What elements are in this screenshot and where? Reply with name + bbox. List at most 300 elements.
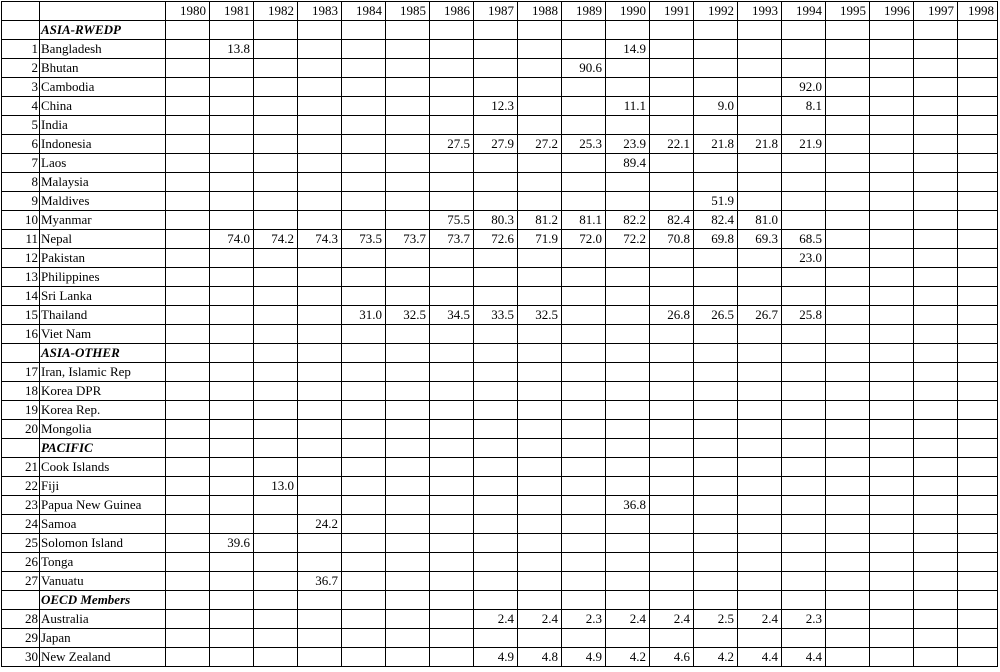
- value-cell: [826, 420, 870, 439]
- value-cell: 8.1: [782, 97, 826, 116]
- value-cell: [782, 363, 826, 382]
- value-cell: [342, 534, 386, 553]
- value-cell: [826, 458, 870, 477]
- value-cell: [782, 325, 826, 344]
- value-cell: [650, 268, 694, 287]
- value-cell: [518, 553, 562, 572]
- value-cell: [738, 154, 782, 173]
- value-cell: [166, 534, 210, 553]
- value-cell: [518, 401, 562, 420]
- value-cell: [650, 59, 694, 78]
- value-cell: [826, 648, 870, 667]
- value-cell: [958, 610, 998, 629]
- value-cell: [606, 477, 650, 496]
- row-index: 17: [2, 363, 40, 382]
- value-cell: [166, 610, 210, 629]
- value-cell: [914, 249, 958, 268]
- country-name: Indonesia: [40, 135, 166, 154]
- value-cell: [210, 268, 254, 287]
- value-cell: [826, 610, 870, 629]
- value-cell: [694, 116, 738, 135]
- value-cell: 21.9: [782, 135, 826, 154]
- country-name: Nepal: [40, 230, 166, 249]
- value-cell: [870, 268, 914, 287]
- value-cell: [870, 40, 914, 59]
- value-cell: [914, 154, 958, 173]
- row-index: 28: [2, 610, 40, 629]
- value-cell: [826, 344, 870, 363]
- value-cell: [166, 515, 210, 534]
- section-index-cell: [2, 591, 40, 610]
- value-cell: 32.5: [518, 306, 562, 325]
- value-cell: [254, 458, 298, 477]
- value-cell: 21.8: [738, 135, 782, 154]
- value-cell: [870, 648, 914, 667]
- value-cell: [694, 496, 738, 515]
- value-cell: 92.0: [782, 78, 826, 97]
- value-cell: [298, 363, 342, 382]
- value-cell: [694, 59, 738, 78]
- value-cell: [694, 40, 738, 59]
- value-cell: [342, 21, 386, 40]
- value-cell: [562, 287, 606, 306]
- table-row: [2, 629, 998, 648]
- value-cell: [210, 382, 254, 401]
- value-cell: [738, 78, 782, 97]
- value-cell: [650, 97, 694, 116]
- value-cell: [782, 496, 826, 515]
- year-header: 1997: [914, 2, 958, 21]
- country-name: Solomon Island: [40, 534, 166, 553]
- value-cell: [738, 173, 782, 192]
- value-cell: [738, 458, 782, 477]
- value-cell: [958, 648, 998, 667]
- table-row: [2, 515, 998, 534]
- value-cell: [166, 249, 210, 268]
- value-cell: [342, 591, 386, 610]
- value-cell: 27.5: [430, 135, 474, 154]
- country-name: Myanmar: [40, 211, 166, 230]
- value-cell: [386, 268, 430, 287]
- value-cell: [166, 496, 210, 515]
- value-cell: [958, 135, 998, 154]
- value-cell: [914, 629, 958, 648]
- value-cell: [782, 116, 826, 135]
- value-cell: [782, 173, 826, 192]
- value-cell: [782, 40, 826, 59]
- value-cell: [518, 420, 562, 439]
- value-cell: [166, 135, 210, 154]
- row-index: 9: [2, 192, 40, 211]
- value-cell: [738, 344, 782, 363]
- value-cell: [606, 325, 650, 344]
- value-cell: [430, 648, 474, 667]
- table-row: [2, 648, 998, 667]
- value-cell: [826, 21, 870, 40]
- value-cell: 2.3: [782, 610, 826, 629]
- value-cell: [738, 287, 782, 306]
- value-cell: [562, 154, 606, 173]
- value-cell: 4.4: [738, 648, 782, 667]
- value-cell: [694, 572, 738, 591]
- value-cell: [958, 173, 998, 192]
- year-header: 1980: [166, 2, 210, 21]
- value-cell: [254, 420, 298, 439]
- value-cell: [650, 382, 694, 401]
- value-cell: 89.4: [606, 154, 650, 173]
- value-cell: [562, 97, 606, 116]
- value-cell: 72.0: [562, 230, 606, 249]
- table-row: [2, 306, 998, 325]
- value-cell: [430, 363, 474, 382]
- value-cell: [914, 287, 958, 306]
- value-cell: [430, 344, 474, 363]
- value-cell: [782, 401, 826, 420]
- value-cell: [210, 458, 254, 477]
- value-cell: [870, 420, 914, 439]
- value-cell: [738, 401, 782, 420]
- value-cell: [870, 344, 914, 363]
- value-cell: [430, 268, 474, 287]
- value-cell: [298, 420, 342, 439]
- table-row: [2, 78, 998, 97]
- value-cell: [430, 325, 474, 344]
- row-index: 20: [2, 420, 40, 439]
- value-cell: [210, 211, 254, 230]
- value-cell: [474, 401, 518, 420]
- value-cell: [430, 382, 474, 401]
- value-cell: [518, 572, 562, 591]
- value-cell: [870, 591, 914, 610]
- value-cell: 4.9: [474, 648, 518, 667]
- value-cell: [694, 591, 738, 610]
- value-cell: [386, 648, 430, 667]
- value-cell: [562, 629, 606, 648]
- value-cell: [430, 477, 474, 496]
- value-cell: [562, 116, 606, 135]
- value-cell: [870, 629, 914, 648]
- value-cell: [386, 173, 430, 192]
- value-cell: [782, 534, 826, 553]
- row-index: 1: [2, 40, 40, 59]
- value-cell: [430, 78, 474, 97]
- table-header: [2, 2, 998, 21]
- value-cell: [606, 287, 650, 306]
- value-cell: [474, 40, 518, 59]
- value-cell: [254, 59, 298, 78]
- country-name: Pakistan: [40, 249, 166, 268]
- value-cell: [386, 515, 430, 534]
- value-cell: [958, 572, 998, 591]
- value-cell: 82.4: [694, 211, 738, 230]
- value-cell: [166, 629, 210, 648]
- value-cell: [958, 21, 998, 40]
- value-cell: [210, 173, 254, 192]
- row-index: 26: [2, 553, 40, 572]
- value-cell: 2.5: [694, 610, 738, 629]
- value-cell: [606, 344, 650, 363]
- value-cell: [474, 325, 518, 344]
- value-cell: [430, 40, 474, 59]
- value-cell: [650, 477, 694, 496]
- value-cell: [914, 439, 958, 458]
- country-name: Bangladesh: [40, 40, 166, 59]
- value-cell: [430, 420, 474, 439]
- value-cell: [826, 173, 870, 192]
- value-cell: 39.6: [210, 534, 254, 553]
- value-cell: 71.9: [518, 230, 562, 249]
- value-cell: 4.2: [694, 648, 738, 667]
- row-index: 23: [2, 496, 40, 515]
- value-cell: [826, 553, 870, 572]
- value-cell: [210, 135, 254, 154]
- value-cell: [474, 477, 518, 496]
- value-cell: [518, 325, 562, 344]
- value-cell: 4.6: [650, 648, 694, 667]
- country-name: Viet Nam: [40, 325, 166, 344]
- value-cell: [210, 287, 254, 306]
- value-cell: [914, 610, 958, 629]
- value-cell: [474, 534, 518, 553]
- value-cell: [254, 97, 298, 116]
- value-cell: [738, 192, 782, 211]
- value-cell: 80.3: [474, 211, 518, 230]
- country-name: India: [40, 116, 166, 135]
- value-cell: 81.2: [518, 211, 562, 230]
- value-cell: [826, 401, 870, 420]
- value-cell: [826, 496, 870, 515]
- value-cell: [474, 154, 518, 173]
- value-cell: [518, 59, 562, 78]
- value-cell: [298, 306, 342, 325]
- value-cell: [386, 116, 430, 135]
- value-cell: [342, 173, 386, 192]
- section-index-cell: [2, 344, 40, 363]
- year-header: 1996: [870, 2, 914, 21]
- value-cell: [562, 21, 606, 40]
- value-cell: [298, 21, 342, 40]
- value-cell: [738, 420, 782, 439]
- value-cell: [166, 363, 210, 382]
- value-cell: [386, 78, 430, 97]
- value-cell: [606, 420, 650, 439]
- value-cell: [958, 401, 998, 420]
- value-cell: [386, 477, 430, 496]
- value-cell: [606, 21, 650, 40]
- value-cell: [738, 21, 782, 40]
- value-cell: [562, 401, 606, 420]
- section-header-row: [2, 344, 998, 363]
- year-header: 1993: [738, 2, 782, 21]
- value-cell: [518, 629, 562, 648]
- value-cell: [254, 591, 298, 610]
- value-cell: [166, 420, 210, 439]
- value-cell: 70.8: [650, 230, 694, 249]
- table-row: [2, 249, 998, 268]
- row-index: 5: [2, 116, 40, 135]
- value-cell: [254, 648, 298, 667]
- value-cell: [870, 363, 914, 382]
- value-cell: [958, 78, 998, 97]
- value-cell: [518, 496, 562, 515]
- year-header: 1982: [254, 2, 298, 21]
- value-cell: [254, 572, 298, 591]
- value-cell: [254, 211, 298, 230]
- value-cell: [298, 192, 342, 211]
- value-cell: [738, 97, 782, 116]
- value-cell: [914, 515, 958, 534]
- table-row: [2, 363, 998, 382]
- year-header: 1987: [474, 2, 518, 21]
- value-cell: [914, 78, 958, 97]
- value-cell: [914, 173, 958, 192]
- value-cell: 82.4: [650, 211, 694, 230]
- value-cell: [210, 439, 254, 458]
- value-cell: [826, 325, 870, 344]
- value-cell: 73.7: [430, 230, 474, 249]
- table-row: [2, 553, 998, 572]
- value-cell: 2.4: [650, 610, 694, 629]
- section-label: ASIA-RWEDP: [40, 21, 166, 40]
- value-cell: [386, 59, 430, 78]
- value-cell: [782, 287, 826, 306]
- header-name-cell: [40, 2, 166, 21]
- value-cell: [342, 116, 386, 135]
- value-cell: [254, 78, 298, 97]
- value-cell: 4.2: [606, 648, 650, 667]
- value-cell: [782, 458, 826, 477]
- value-cell: [166, 553, 210, 572]
- value-cell: [298, 59, 342, 78]
- value-cell: 75.5: [430, 211, 474, 230]
- value-cell: [826, 534, 870, 553]
- value-cell: [386, 40, 430, 59]
- value-cell: [254, 363, 298, 382]
- value-cell: [738, 496, 782, 515]
- value-cell: [342, 629, 386, 648]
- country-name: Vanuatu: [40, 572, 166, 591]
- value-cell: [958, 192, 998, 211]
- country-name: Fiji: [40, 477, 166, 496]
- value-cell: [738, 363, 782, 382]
- value-cell: [298, 610, 342, 629]
- value-cell: 12.3: [474, 97, 518, 116]
- value-cell: [386, 439, 430, 458]
- value-cell: [826, 439, 870, 458]
- value-cell: [518, 268, 562, 287]
- year-header: 1984: [342, 2, 386, 21]
- value-cell: [166, 21, 210, 40]
- value-cell: [254, 382, 298, 401]
- value-cell: [826, 249, 870, 268]
- value-cell: [166, 173, 210, 192]
- value-cell: [738, 591, 782, 610]
- table-row: [2, 135, 998, 154]
- value-cell: [254, 268, 298, 287]
- value-cell: [958, 116, 998, 135]
- value-cell: [210, 97, 254, 116]
- value-cell: [430, 173, 474, 192]
- value-cell: [210, 553, 254, 572]
- value-cell: [738, 515, 782, 534]
- value-cell: [870, 496, 914, 515]
- value-cell: [650, 534, 694, 553]
- value-cell: [166, 154, 210, 173]
- value-cell: [166, 192, 210, 211]
- value-cell: [474, 458, 518, 477]
- country-name: Mongolia: [40, 420, 166, 439]
- value-cell: [694, 477, 738, 496]
- country-name: Philippines: [40, 268, 166, 287]
- value-cell: [386, 610, 430, 629]
- value-cell: [518, 97, 562, 116]
- country-name: New Zealand: [40, 648, 166, 667]
- value-cell: [826, 306, 870, 325]
- value-cell: [430, 249, 474, 268]
- value-cell: [606, 78, 650, 97]
- value-cell: [166, 325, 210, 344]
- country-name: Samoa: [40, 515, 166, 534]
- value-cell: [914, 344, 958, 363]
- value-cell: 81.1: [562, 211, 606, 230]
- value-cell: [298, 629, 342, 648]
- value-cell: [474, 629, 518, 648]
- value-cell: 72.6: [474, 230, 518, 249]
- value-cell: [386, 287, 430, 306]
- value-cell: [342, 382, 386, 401]
- value-cell: [298, 173, 342, 192]
- value-cell: [958, 363, 998, 382]
- year-header: 1991: [650, 2, 694, 21]
- value-cell: 27.2: [518, 135, 562, 154]
- country-name: Thailand: [40, 306, 166, 325]
- value-cell: [518, 154, 562, 173]
- value-cell: [606, 173, 650, 192]
- value-cell: [606, 572, 650, 591]
- value-cell: [210, 154, 254, 173]
- value-cell: [430, 439, 474, 458]
- year-header: 1983: [298, 2, 342, 21]
- value-cell: [606, 382, 650, 401]
- value-cell: [166, 268, 210, 287]
- value-cell: [166, 572, 210, 591]
- data-table: [1, 1, 998, 667]
- value-cell: [430, 21, 474, 40]
- value-cell: [210, 192, 254, 211]
- value-cell: [386, 211, 430, 230]
- value-cell: [694, 363, 738, 382]
- value-cell: [694, 173, 738, 192]
- value-cell: [914, 572, 958, 591]
- value-cell: [430, 97, 474, 116]
- value-cell: [254, 306, 298, 325]
- value-cell: [518, 40, 562, 59]
- value-cell: 74.3: [298, 230, 342, 249]
- value-cell: [386, 249, 430, 268]
- value-cell: [562, 173, 606, 192]
- country-name: Sri Lanka: [40, 287, 166, 306]
- value-cell: [562, 572, 606, 591]
- value-cell: [430, 610, 474, 629]
- value-cell: [650, 116, 694, 135]
- value-cell: [474, 21, 518, 40]
- value-cell: [342, 610, 386, 629]
- value-cell: [254, 192, 298, 211]
- value-cell: [782, 154, 826, 173]
- value-cell: [914, 40, 958, 59]
- value-cell: 26.8: [650, 306, 694, 325]
- value-cell: [606, 591, 650, 610]
